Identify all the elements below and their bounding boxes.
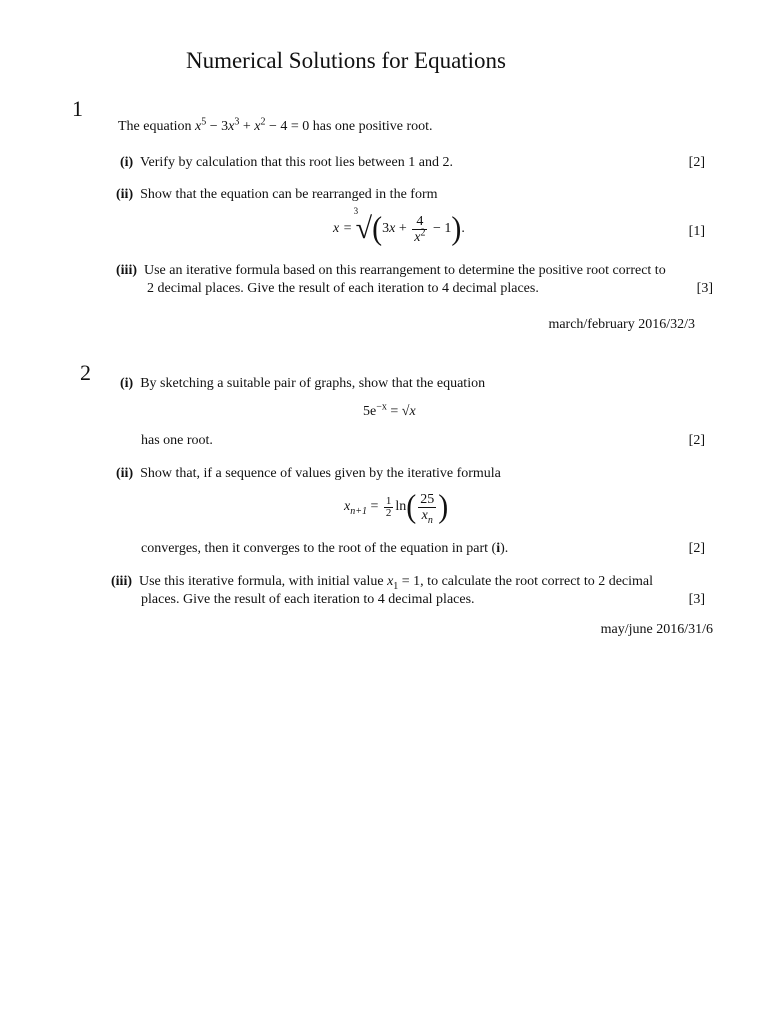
fraction: $\frac{25}{x_n}$ (420, 491, 435, 526)
part-label: (i) (120, 376, 134, 391)
q1-part-iii-marks: [3] (696, 281, 713, 296)
q1-part-i: (i) Verify by calculation that this root lies between 1 and 2. (120, 155, 453, 170)
q2-part-i-after: has one root. (141, 433, 213, 448)
part-label: (ii) (116, 466, 134, 481)
q1-formula: x = 3 √(3x + $\frac{4}{x^2}$ − 1). (333, 206, 465, 247)
q2-source: may/june 2016/31/6 (600, 622, 713, 637)
fraction: $\frac{4}{x^2}$ (414, 213, 426, 245)
q2-part-iii-line1: (iii) Use this iterative formula, with initial value $x_1 = 1$, to calculate the root correct to 2 decimal (111, 574, 654, 592)
q2-equation: $5e^{-x} = √x$ (363, 401, 416, 419)
page-title: Numerical Solutions for Equations (185, 48, 507, 73)
q2-part-ii-marks: [2] (688, 541, 705, 556)
q2-part-iii-line2: places. Give the result of each iteration to 4 decimal places. (141, 592, 475, 607)
part-label: (ii) (116, 187, 134, 202)
q2-part-ii-after: converges, then it converges to the root of the equation in part (i). (141, 541, 509, 556)
part-label: (iii) (111, 574, 132, 589)
q2-part-ii: (ii) Show that, if a sequence of values given by the iterative formula (116, 466, 501, 481)
cube-root: 3 √ (353, 206, 373, 245)
q1-source: march/february 2016/32/3 (548, 317, 695, 332)
q1-part-iii-line1: (iii) Use an iterative formula based on this rearrangement to determine the positive root correct to (116, 263, 666, 278)
part-label: (iii) (116, 263, 137, 278)
q1-part-i-marks: [2] (688, 155, 705, 170)
question-number-2: 2 (80, 360, 91, 385)
q1-part-iii-line2: 2 decimal places. Give the result of each iteration to 4 decimal places. (147, 281, 539, 296)
q2-part-i-marks: [2] (688, 433, 705, 448)
q1-intro: The equation $x^5 - 3x^3 + x^2 - 4 = 0$ has one positive root. (118, 116, 433, 134)
q2-iterative-formula: $x_{n+1}$ = $\frac{1}{2}$ ln( $\frac{25}{x_n}$ ) (344, 488, 449, 526)
q1-part-ii-marks: [1] (688, 224, 705, 239)
half-fraction: $\frac{1}{2}$ (385, 494, 392, 519)
q2-part-iii-marks: [3] (688, 592, 705, 607)
q1-part-ii: (ii) Show that the equation can be rearranged in the form (116, 187, 438, 202)
question-number-1: 1 (72, 96, 83, 121)
part-label: (i) (120, 155, 134, 170)
q2-part-i: (i) By sketching a suitable pair of graphs, show that the equation (120, 376, 486, 391)
